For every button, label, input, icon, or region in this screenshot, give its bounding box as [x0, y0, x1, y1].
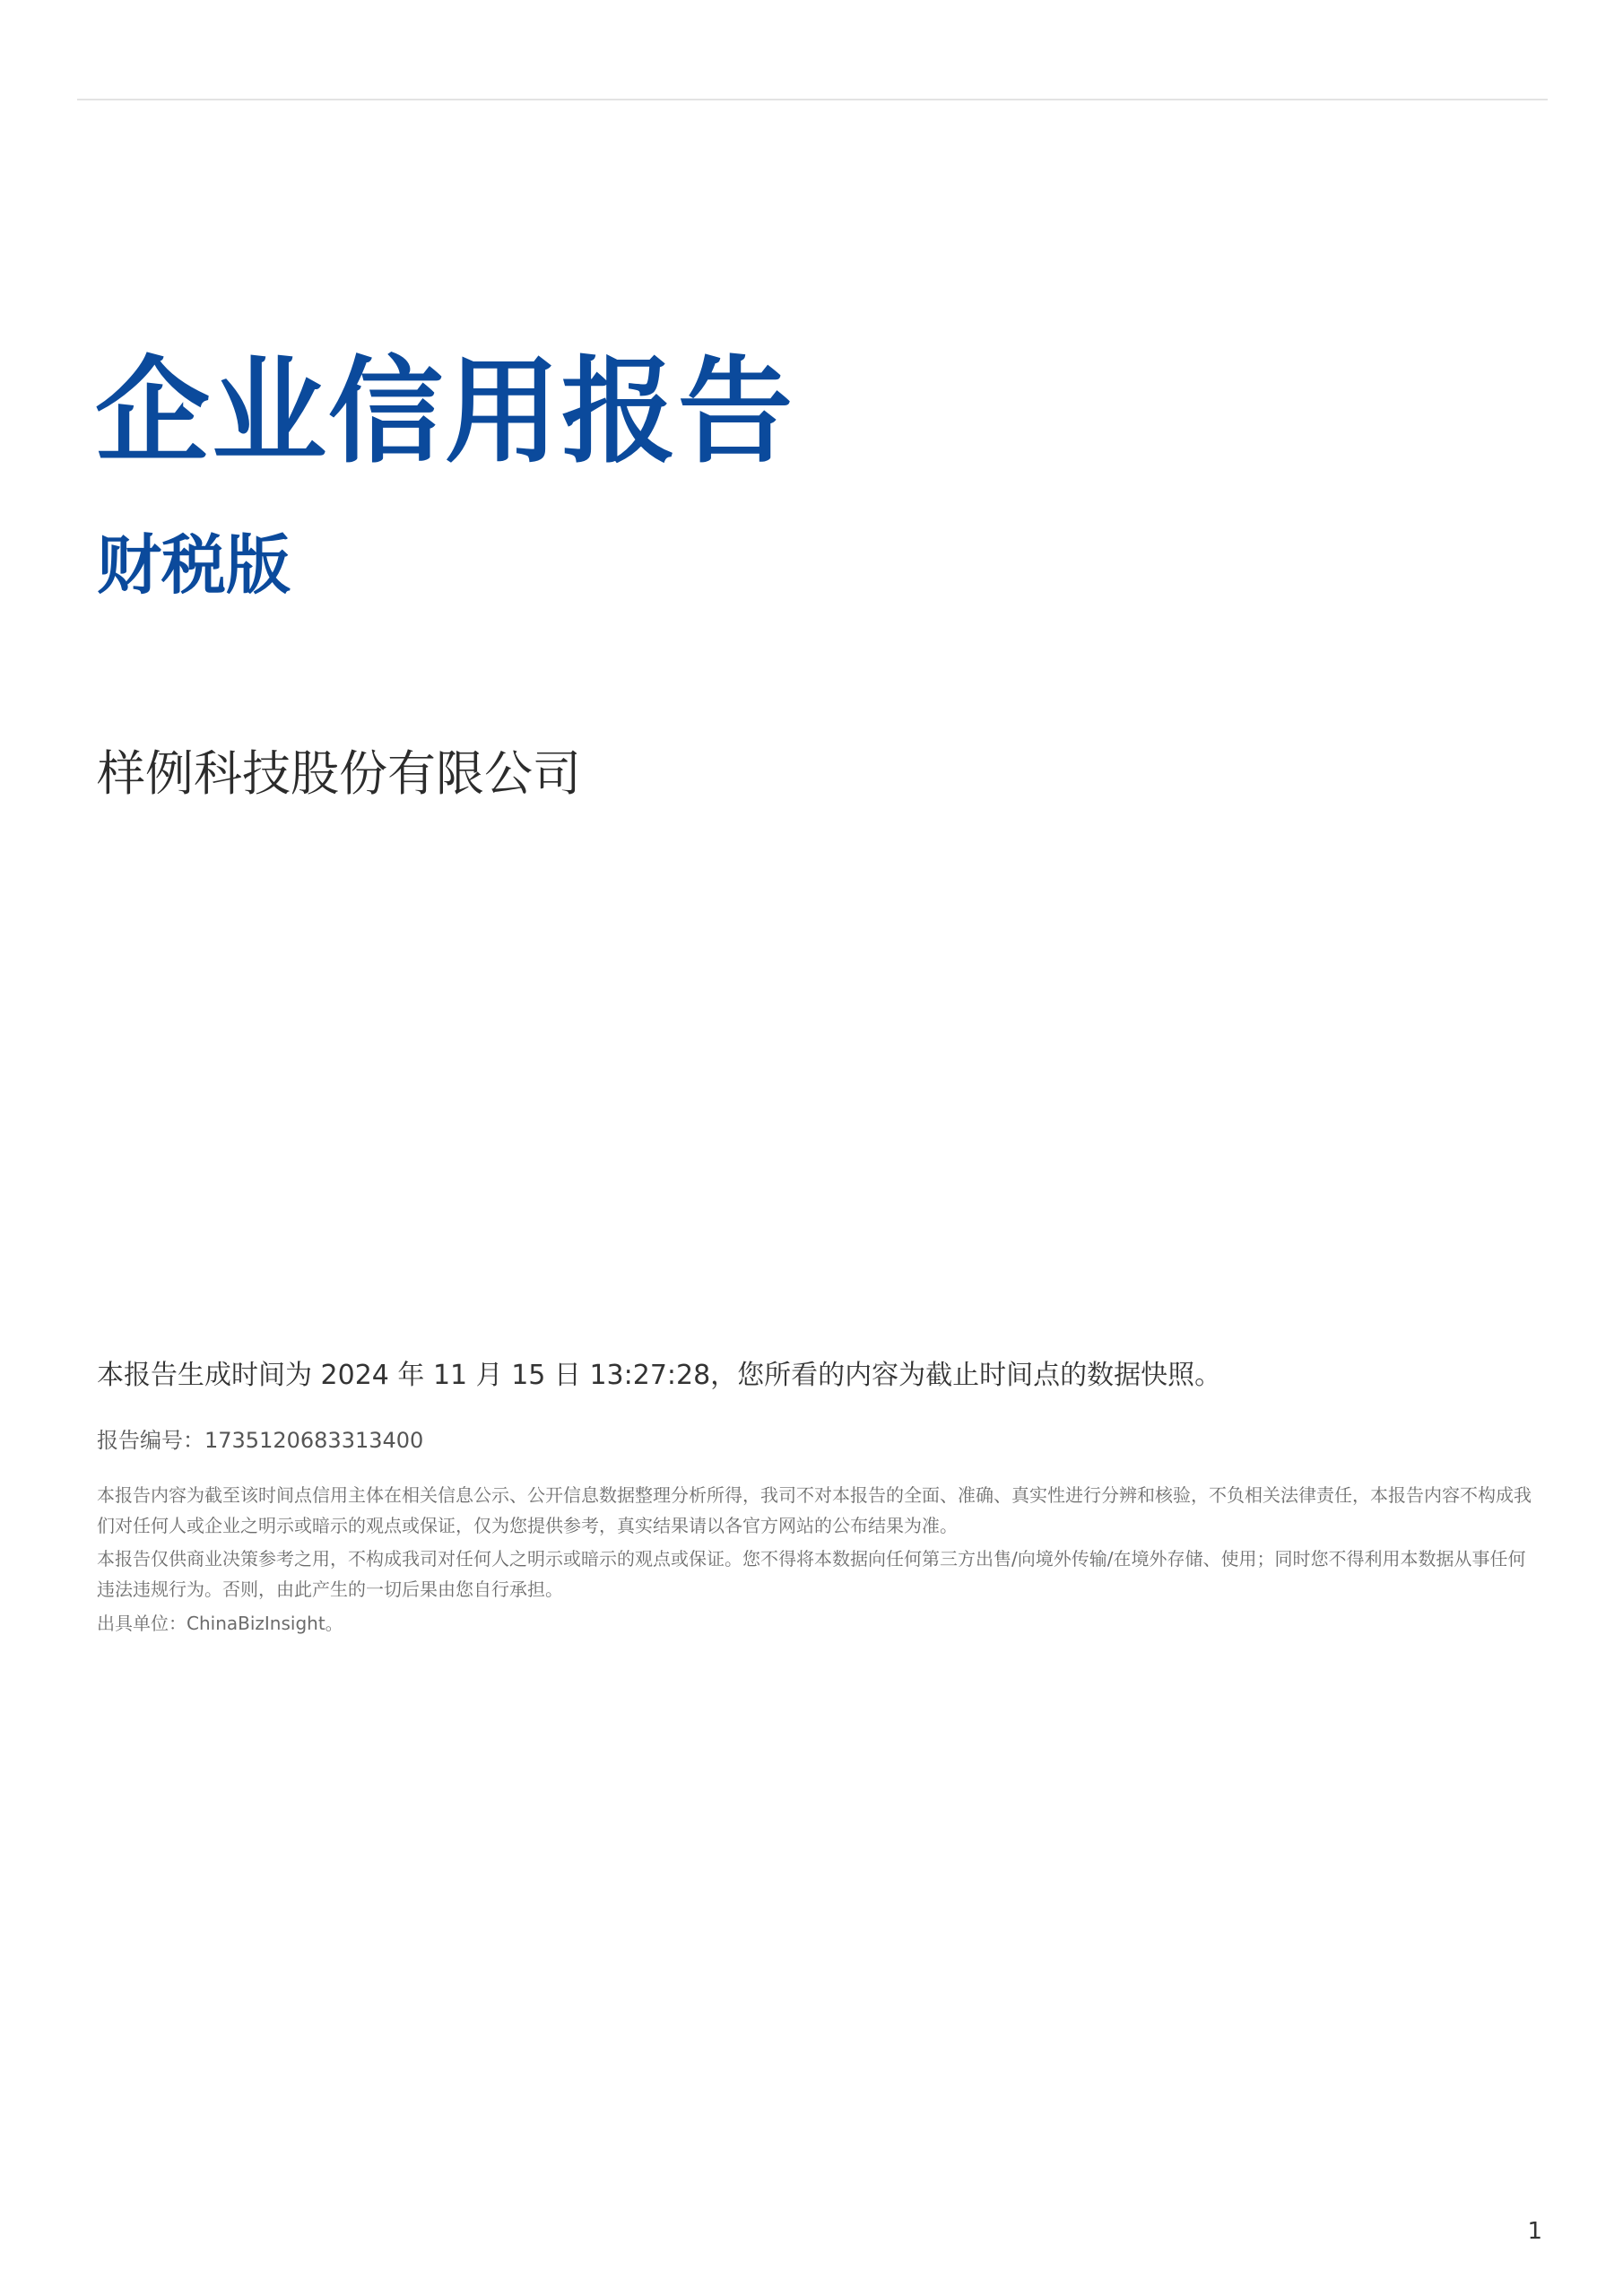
report-title: 企业信用报告 [95, 345, 795, 479]
issuer-line: 出具单位：ChinaBizInsight。 [97, 1613, 343, 1634]
company-name: 样例科技股份有限公司 [97, 745, 581, 802]
header-divider [77, 99, 1548, 100]
page-number: 1 [1527, 2218, 1542, 2245]
report-number: 报告编号：1735120683313400 [97, 1428, 424, 1453]
generation-time-notice: 本报告生成时间为 2024 年 11 月 15 日 13:27:28，您所看的内容为截止时间点的数据快照。 [97, 1360, 1222, 1391]
disclaimer-paragraph: 本报告内容为截至该时间点信用主体在相关信息公示、公开信息数据整理分析所得，我司不对本报告的全面、准确、真实性进行分辨和核验，不负相关法律责任，本报告内容不构成我们对任何人或企业之明示或暗示的观点或保证，仅为您提供参考，真实结果请以各官方网站的公布结果为准。 [97, 1484, 1532, 1536]
report-edition: 财税版 [97, 527, 291, 603]
disclaimer-paragraph: 本报告仅供商业决策参考之用，不构成我司对任何人之明示或暗示的观点或保证。您不得将本数据向任何第三方出售/向境外传输/在境外存储、使用；同时您不得利用本数据从事任何违法违规行为。否则，由此产生的一切后果由您自行承担。 [97, 1548, 1526, 1600]
